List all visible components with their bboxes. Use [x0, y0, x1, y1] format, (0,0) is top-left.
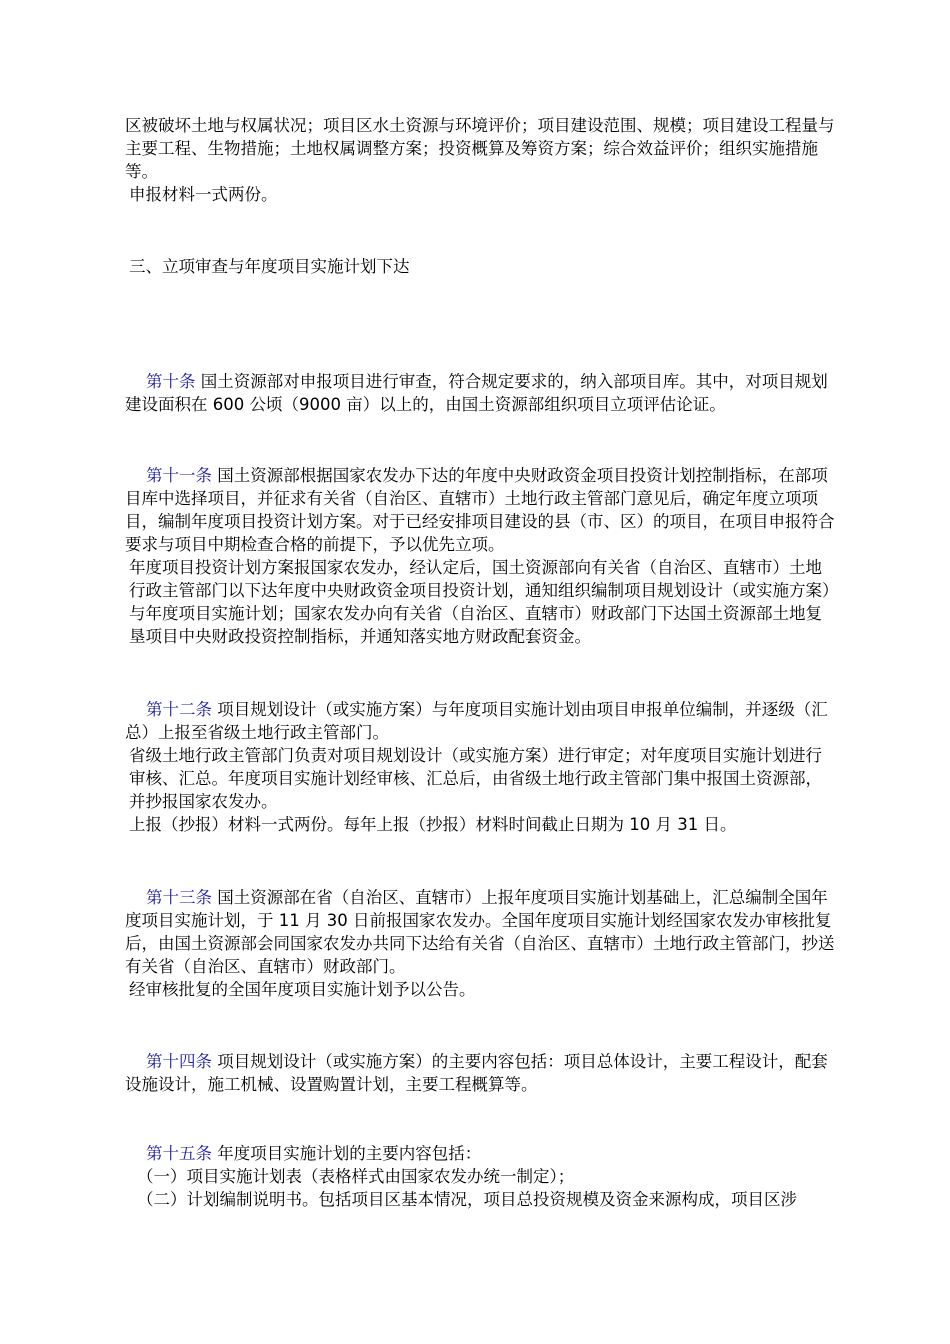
article-14	[125, 1050, 835, 1096]
article-text: 项目规划设计（或实施方案）与年度项目实施计划由项目申报单位编制，并逐级（汇总）上报至省级土地行政主管部门。	[125, 700, 828, 742]
intro-paragraph: 区被破坏土地与权属状况；项目区水土资源与环境评价；项目建设范围、规模；项目建设工程量与主要工程、生物措施；土地权属调整方案；投资概算及筹资方案；综合效益评价；组织实施措施等。	[125, 116, 835, 181]
article-11-paragraph	[125, 464, 835, 556]
article-text: 项目规划设计（或实施方案）的主要内容包括：项目总体设计，主要工程设计，配套设施设计，施工机械、设置购置计划，主要工程概算等。	[125, 1052, 828, 1094]
article-number: 第十四条	[146, 1052, 212, 1071]
section-title: 三、立项审查与年度项目实施计划下达	[129, 257, 410, 276]
article-12-subparagraph-2: 上报（抄报）材料一式两份。每年上报（抄报）材料时间截止日期为 10 月 31 日。	[129, 815, 737, 834]
article-text: 国土资源部根据国家农发办下达的年度中央财政资金项目投资计划控制指标，在部项目库中选择项目，并征求有关省（自治区、直辖市）土地行政主管部门意见后，确定年度立项项目，编制年度项目投资计划方案。对于已经安排项目建设的县（市、区）的项目，在项目申报符合要求与项目中期检查合格的前提下，予以优先立项。	[125, 466, 835, 554]
article-number: 第十条	[146, 372, 196, 391]
article-10-paragraph	[125, 370, 835, 416]
article-15	[125, 1142, 835, 1211]
article-11-subparagraph: 年度项目投资计划方案报国家农发办，经认定后，国土资源部向有关省（自治区、直辖市）土地行政主管部门以下达年度中央财政资金项目投资计划，通知组织编制项目规划设计（或实施方案）与年度项目实施计划；国家农发办向有关省（自治区、直辖市）财政部门下达国土资源部土地复垦项目中央财政投资控制指标，并通知落实地方财政配套资金。	[129, 558, 831, 646]
intro-block	[125, 114, 835, 206]
article-15-paragraph	[125, 1142, 835, 1165]
intro-note: 申报材料一式两份。	[129, 185, 278, 204]
article-12-paragraph	[125, 698, 835, 744]
article-text: 国土资源部对申报项目进行审查，符合规定要求的，纳入部项目库。其中，对项目规划建设面积在 600 公顷（9000 亩）以上的，由国土资源部组织项目立项评估论证。	[125, 372, 828, 414]
article-number: 第十三条	[146, 888, 212, 907]
article-number: 第十一条	[146, 466, 212, 485]
article-12	[125, 698, 835, 836]
article-13-paragraph	[125, 886, 835, 978]
article-number: 第十五条	[146, 1144, 212, 1163]
article-10	[125, 370, 835, 416]
article-12-subparagraph: 省级土地行政主管部门负责对项目规划设计（或实施方案）进行审定；对年度项目实施计划进行审核、汇总。年度项目实施计划经审核、汇总后，由省级土地行政主管部门集中报国土资源部，并抄报国家农发办。	[129, 746, 822, 811]
article-11	[125, 464, 835, 648]
article-number: 第十二条	[146, 700, 212, 719]
article-13	[125, 886, 835, 1001]
article-13-subparagraph: 经审核批复的全国年度项目实施计划予以公告。	[129, 980, 476, 999]
list-item: （一）项目实施计划表（表格样式由国家农发办统一制定）；	[137, 1167, 575, 1186]
article-text: 国土资源部在省（自治区、直辖市）上报年度项目实施计划基础上，汇总编制全国年度项目实施计划，于 11 月 30 日前报国家农发办。全国年度项目实施计划经国家农发办审核批复后，由国土资源部会同国家农发办共同下达给有关省（自治区、直辖市）土地行政主管部门，抄送有关省（自治区、直辖市）财政部门。	[125, 888, 835, 976]
article-14-paragraph	[125, 1050, 835, 1096]
list-item: （二）计划编制说明书。包括项目区基本情况，项目总投资规模及资金来源构成，项目区涉	[137, 1190, 797, 1209]
article-text: 年度项目实施计划的主要内容包括：	[212, 1144, 482, 1163]
